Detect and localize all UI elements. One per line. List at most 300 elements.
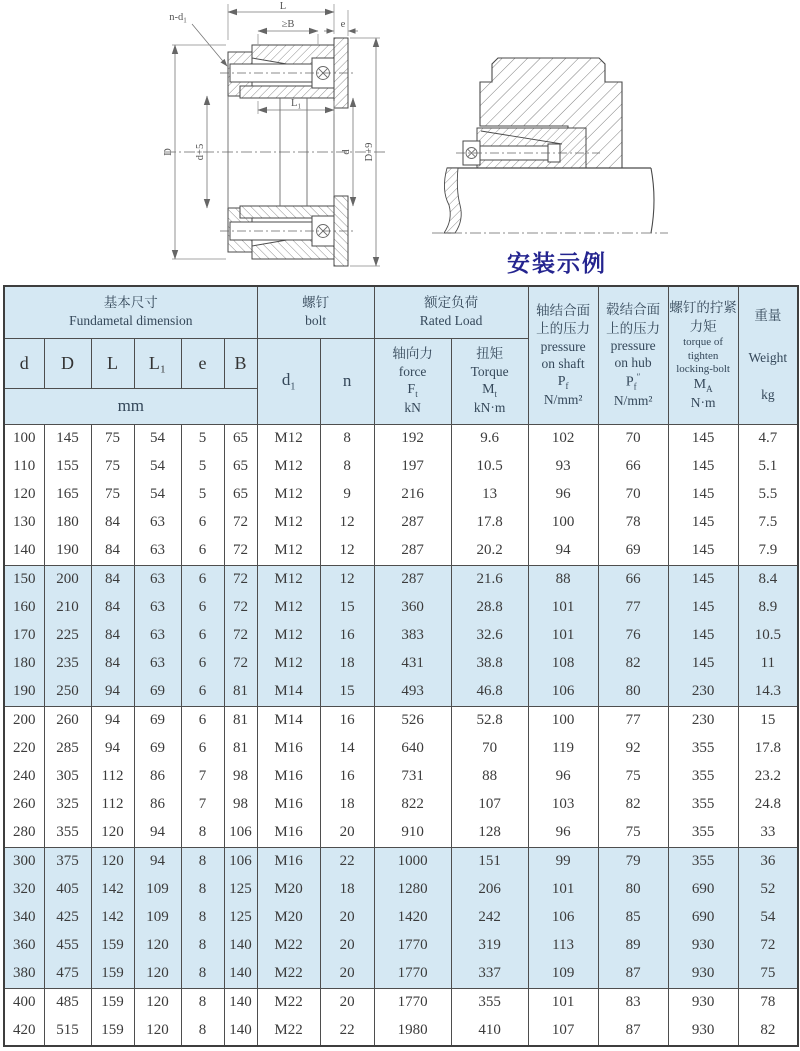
dim-label-n-d1: $n-d_1$ — [169, 12, 187, 25]
cell: 69 — [134, 706, 181, 735]
col-D: D — [44, 338, 91, 388]
dim-unit-mm: mm — [4, 388, 257, 424]
cell: 640 — [374, 735, 451, 763]
cell: 170 — [4, 622, 44, 650]
col-n: n — [320, 338, 374, 424]
cell: 92 — [598, 735, 668, 763]
cell: 17.8 — [451, 509, 528, 537]
cell: 38.8 — [451, 650, 528, 678]
cell: 54 — [134, 453, 181, 481]
cell: 84 — [91, 565, 134, 594]
cell: 98 — [224, 763, 257, 791]
cell: 485 — [44, 988, 91, 1017]
cell: 66 — [598, 565, 668, 594]
header-rated-load-group: 额定负荷 Rated Load — [374, 286, 528, 338]
cell: 77 — [598, 706, 668, 735]
cell: 6 — [181, 537, 224, 566]
cell: 8 — [181, 847, 224, 876]
cell: 120 — [134, 932, 181, 960]
cell: 106 — [224, 819, 257, 848]
cell: 24.8 — [738, 791, 798, 819]
cell: 21.6 — [451, 565, 528, 594]
cell: 145 — [668, 650, 738, 678]
cell: 65 — [224, 424, 257, 453]
drawings-svg — [0, 0, 800, 285]
cell: M12 — [257, 537, 320, 566]
cell: 420 — [4, 1017, 44, 1046]
cell: 197 — [374, 453, 451, 481]
cell: 70 — [598, 424, 668, 453]
col-L: L — [91, 338, 134, 388]
cell: 120 — [134, 988, 181, 1017]
cell: M22 — [257, 960, 320, 989]
cell: 380 — [4, 960, 44, 989]
cell: 99 — [528, 847, 598, 876]
header-pressure-on-shaft: 轴结合面 上的压力 pressure on shaft $P_f$ N/mm² — [528, 286, 598, 424]
cell: 81 — [224, 678, 257, 707]
cell: 88 — [451, 763, 528, 791]
cell: 94 — [91, 706, 134, 735]
dim-label-D-plus9: D+9 — [364, 142, 375, 162]
cell: 20.2 — [451, 537, 528, 566]
cell: 78 — [738, 988, 798, 1017]
cell: 84 — [91, 650, 134, 678]
cell: 89 — [598, 932, 668, 960]
cell: 160 — [4, 594, 44, 622]
cell: M12 — [257, 424, 320, 453]
cell: 75 — [598, 763, 668, 791]
cell: 65 — [224, 481, 257, 509]
cell: 360 — [374, 594, 451, 622]
cell: 52 — [738, 876, 798, 904]
cell: 10.5 — [451, 453, 528, 481]
cell: 200 — [4, 706, 44, 735]
cell: 65 — [224, 453, 257, 481]
cell: 15 — [320, 678, 374, 707]
cell: 192 — [374, 424, 451, 453]
cell: 70 — [451, 735, 528, 763]
cell: 23.2 — [738, 763, 798, 791]
table-row — [4, 537, 798, 566]
header-dimension-group: 基本尺寸 Fundametal dimension — [4, 286, 257, 338]
cell: 8 — [181, 819, 224, 848]
cell: 145 — [668, 453, 738, 481]
cell: 159 — [91, 988, 134, 1017]
cell: 113 — [528, 932, 598, 960]
cell: 84 — [91, 622, 134, 650]
cell: 8 — [320, 424, 374, 453]
cell: 493 — [374, 678, 451, 707]
cell: 103 — [528, 791, 598, 819]
cell: M14 — [257, 678, 320, 707]
dim-label-D: D — [163, 148, 174, 156]
col-B: B — [224, 338, 257, 388]
cell: 100 — [528, 706, 598, 735]
cell: 112 — [91, 791, 134, 819]
cell: 5 — [181, 424, 224, 453]
cell: 120 — [91, 819, 134, 848]
cell: 930 — [668, 932, 738, 960]
cell: 6 — [181, 594, 224, 622]
cell: 287 — [374, 565, 451, 594]
cell: 455 — [44, 932, 91, 960]
cell: 36 — [738, 847, 798, 876]
cell: 355 — [668, 791, 738, 819]
cell: 107 — [528, 1017, 598, 1046]
cell: 142 — [91, 876, 134, 904]
specification-table — [3, 285, 799, 1047]
table-row — [4, 650, 798, 678]
cell: 20 — [320, 819, 374, 848]
cell: 75 — [91, 424, 134, 453]
col-axial-force: 轴向力 force $F_t$ kN — [374, 338, 451, 424]
table-row — [4, 819, 798, 848]
cell: 80 — [598, 678, 668, 707]
cell: 375 — [44, 847, 91, 876]
cell: 287 — [374, 537, 451, 566]
cell: 78 — [598, 509, 668, 537]
cell: 75 — [598, 819, 668, 848]
cell: 526 — [374, 706, 451, 735]
cell: 235 — [44, 650, 91, 678]
cell: 69 — [598, 537, 668, 566]
cell: 8 — [181, 932, 224, 960]
cell: 101 — [528, 594, 598, 622]
cell: 1770 — [374, 988, 451, 1017]
cell: 96 — [528, 481, 598, 509]
cell: 63 — [134, 537, 181, 566]
cell: 165 — [44, 481, 91, 509]
cell: 18 — [320, 876, 374, 904]
table-row — [4, 960, 798, 989]
col-L1: L₁ — [134, 338, 181, 388]
cell: 96 — [528, 763, 598, 791]
cell: 28.8 — [451, 594, 528, 622]
cell: 16 — [320, 622, 374, 650]
installation-example-caption: 安装示例 — [507, 251, 607, 276]
header-bolt-group: 螺钉 bolt — [257, 286, 374, 338]
cell: 33 — [738, 819, 798, 848]
cell: 16 — [320, 763, 374, 791]
cell: 20 — [320, 904, 374, 932]
cell: 8 — [181, 904, 224, 932]
cell: 66 — [598, 453, 668, 481]
cell: 20 — [320, 932, 374, 960]
cell: 930 — [668, 988, 738, 1017]
table-row — [4, 904, 798, 932]
cell: 159 — [91, 960, 134, 989]
dim-label-e: e — [340, 19, 346, 30]
cell: 242 — [451, 904, 528, 932]
cell: 410 — [451, 1017, 528, 1046]
cell: 109 — [528, 960, 598, 989]
cell: 75 — [738, 960, 798, 989]
cell: 75 — [91, 453, 134, 481]
cell: 145 — [668, 481, 738, 509]
header-pressure-on-hub: 毂结合面 上的压力 pressure on hub $P_f''$ N/mm² — [598, 286, 668, 424]
table-row — [4, 791, 798, 819]
cell: 285 — [44, 735, 91, 763]
cell: 260 — [4, 791, 44, 819]
cell: 52.8 — [451, 706, 528, 735]
cell: 145 — [668, 594, 738, 622]
table-row — [4, 424, 798, 453]
cell: M14 — [257, 706, 320, 735]
col-e: e — [181, 338, 224, 388]
cell: 63 — [134, 650, 181, 678]
cell: 83 — [598, 988, 668, 1017]
cell: 190 — [44, 537, 91, 566]
cell: 72 — [224, 650, 257, 678]
cell: 151 — [451, 847, 528, 876]
cell: 101 — [528, 988, 598, 1017]
cell: 100 — [4, 424, 44, 453]
cell: 109 — [134, 876, 181, 904]
cell: 8 — [320, 453, 374, 481]
table-row — [4, 678, 798, 707]
cell: 77 — [598, 594, 668, 622]
cell: 125 — [224, 876, 257, 904]
cell: 405 — [44, 876, 91, 904]
cell: 140 — [224, 960, 257, 989]
table-header — [4, 286, 798, 424]
cell: 690 — [668, 876, 738, 904]
cell: 6 — [181, 565, 224, 594]
cell: 84 — [91, 537, 134, 566]
col-d: d — [4, 338, 44, 388]
table-row — [4, 876, 798, 904]
cell: 7 — [181, 791, 224, 819]
table-row — [4, 453, 798, 481]
cell: 72 — [224, 537, 257, 566]
table-row — [4, 622, 798, 650]
cell: 340 — [4, 904, 44, 932]
cell: 431 — [374, 650, 451, 678]
cell: 16 — [320, 706, 374, 735]
cell: 69 — [134, 735, 181, 763]
cell: 94 — [134, 847, 181, 876]
cell: 94 — [91, 735, 134, 763]
cell: M16 — [257, 847, 320, 876]
left-drawing-locking-assembly — [163, 1, 388, 266]
cell: 159 — [91, 1017, 134, 1046]
cell: 360 — [4, 932, 44, 960]
cell: 94 — [134, 819, 181, 848]
cell: 475 — [44, 960, 91, 989]
cell: 63 — [134, 509, 181, 537]
cell: M12 — [257, 622, 320, 650]
cell: 140 — [4, 537, 44, 566]
right-drawing-installation-example — [432, 58, 668, 233]
cell: M16 — [257, 791, 320, 819]
cell: 9.6 — [451, 424, 528, 453]
cell: 287 — [374, 509, 451, 537]
cell: 220 — [4, 735, 44, 763]
cell: 145 — [668, 424, 738, 453]
cell: M22 — [257, 988, 320, 1017]
cell: 101 — [528, 622, 598, 650]
table-row — [4, 932, 798, 960]
cell: 206 — [451, 876, 528, 904]
cell: 325 — [44, 791, 91, 819]
cell: 96 — [528, 819, 598, 848]
cell: 305 — [44, 763, 91, 791]
cell: 260 — [44, 706, 91, 735]
cell: 230 — [668, 706, 738, 735]
cell: 88 — [528, 565, 598, 594]
cell: 216 — [374, 481, 451, 509]
cell: M16 — [257, 763, 320, 791]
technical-drawings — [0, 0, 800, 285]
col-d1: $d_1$ — [257, 338, 320, 424]
cell: 82 — [598, 791, 668, 819]
cell: 5.5 — [738, 481, 798, 509]
cell: 72 — [738, 932, 798, 960]
cell: 140 — [224, 988, 257, 1017]
cell: 87 — [598, 1017, 668, 1046]
table-row — [4, 706, 798, 735]
table-row — [4, 988, 798, 1017]
cell: 6 — [181, 650, 224, 678]
cell: 145 — [668, 565, 738, 594]
col-torque: 扭矩 Torque $M_t$ kN·m — [451, 338, 528, 424]
cell: 910 — [374, 819, 451, 848]
cell: 46.8 — [451, 678, 528, 707]
header-weight: 重量 Weight kg — [738, 286, 798, 424]
cell: 110 — [4, 453, 44, 481]
cell: 87 — [598, 960, 668, 989]
table-row — [4, 565, 798, 594]
cell: 130 — [4, 509, 44, 537]
dim-label-B-min: ≥B — [281, 19, 295, 30]
cell: 5.1 — [738, 453, 798, 481]
cell: 7.9 — [738, 537, 798, 566]
cell: 5 — [181, 453, 224, 481]
cell: M20 — [257, 904, 320, 932]
cell: 6 — [181, 622, 224, 650]
cell: 54 — [738, 904, 798, 932]
cell: 94 — [91, 678, 134, 707]
cell: 20 — [320, 960, 374, 989]
cell: 180 — [44, 509, 91, 537]
cell: 14.3 — [738, 678, 798, 707]
cell: 425 — [44, 904, 91, 932]
cell: 140 — [224, 932, 257, 960]
cell: 180 — [4, 650, 44, 678]
cell: 12 — [320, 509, 374, 537]
table-row — [4, 481, 798, 509]
cell: 8.4 — [738, 565, 798, 594]
dim-label-L1: $L_1$ — [291, 98, 301, 111]
cell: 82 — [598, 650, 668, 678]
cell: 72 — [224, 565, 257, 594]
cell: 822 — [374, 791, 451, 819]
cell: 108 — [528, 650, 598, 678]
cell: 106 — [528, 904, 598, 932]
cell: 1980 — [374, 1017, 451, 1046]
cell: 8 — [181, 988, 224, 1017]
cell: 14 — [320, 735, 374, 763]
cell: 930 — [668, 1017, 738, 1046]
cell: 355 — [44, 819, 91, 848]
cell: 107 — [451, 791, 528, 819]
cell: 8 — [181, 1017, 224, 1046]
cell: 70 — [598, 481, 668, 509]
cell: 63 — [134, 622, 181, 650]
cell: 81 — [224, 735, 257, 763]
cell: 11 — [738, 650, 798, 678]
cell: 145 — [668, 509, 738, 537]
cell: 355 — [668, 763, 738, 791]
cell: M12 — [257, 650, 320, 678]
cell: 145 — [668, 622, 738, 650]
cell: 6 — [181, 735, 224, 763]
shaft-break — [444, 168, 461, 233]
cell: 731 — [374, 763, 451, 791]
cell: 18 — [320, 650, 374, 678]
cell: 106 — [224, 847, 257, 876]
cell: 355 — [668, 847, 738, 876]
cell: 355 — [668, 735, 738, 763]
cell: 300 — [4, 847, 44, 876]
cell: 140 — [224, 1017, 257, 1046]
cell: 32.6 — [451, 622, 528, 650]
cell: 17.8 — [738, 735, 798, 763]
table-row — [4, 594, 798, 622]
cell: 1420 — [374, 904, 451, 932]
cell: 337 — [451, 960, 528, 989]
cell: 86 — [134, 791, 181, 819]
cell: 190 — [4, 678, 44, 707]
table-row — [4, 763, 798, 791]
cell: 6 — [181, 706, 224, 735]
cell: 69 — [134, 678, 181, 707]
cell: M12 — [257, 453, 320, 481]
cell: 250 — [44, 678, 91, 707]
cell: 93 — [528, 453, 598, 481]
cell: 54 — [134, 424, 181, 453]
cell: 6 — [181, 509, 224, 537]
cell: 145 — [44, 424, 91, 453]
cell: 119 — [528, 735, 598, 763]
cell: 75 — [91, 481, 134, 509]
cell: 128 — [451, 819, 528, 848]
cell: 18 — [320, 791, 374, 819]
cell: 155 — [44, 453, 91, 481]
cell: 4.7 — [738, 424, 798, 453]
cell: M22 — [257, 932, 320, 960]
dim-label-L: L — [279, 1, 287, 12]
cell: 13 — [451, 481, 528, 509]
cell: 159 — [91, 932, 134, 960]
cell: 6 — [181, 678, 224, 707]
cell: 7 — [181, 763, 224, 791]
cell: 150 — [4, 565, 44, 594]
table-row — [4, 735, 798, 763]
cell: 63 — [134, 594, 181, 622]
cell: M12 — [257, 565, 320, 594]
cell: 102 — [528, 424, 598, 453]
cell: 12 — [320, 537, 374, 566]
cell: 85 — [598, 904, 668, 932]
cell: 120 — [91, 847, 134, 876]
cell: 22 — [320, 847, 374, 876]
cell: 120 — [134, 960, 181, 989]
cell: 81 — [224, 706, 257, 735]
cell: M12 — [257, 509, 320, 537]
table-row — [4, 1017, 798, 1046]
cell: M22 — [257, 1017, 320, 1046]
